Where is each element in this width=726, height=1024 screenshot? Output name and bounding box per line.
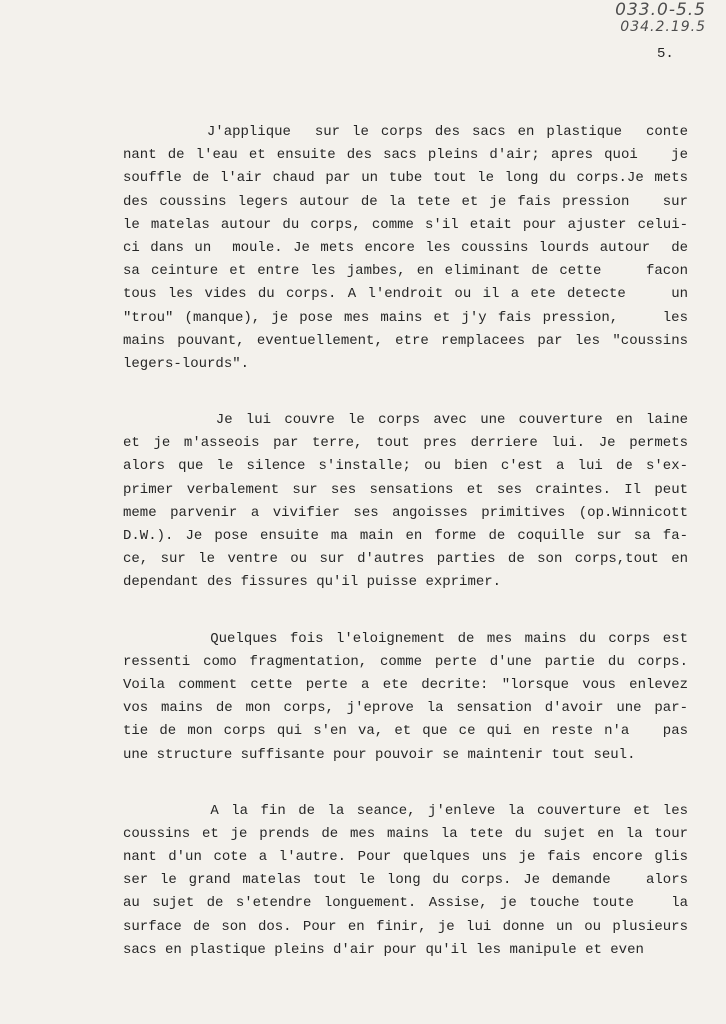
page-number: 5. (657, 46, 674, 62)
text-line: alors que le silence s'installe; ou bien c'est a lui de s'ex- (123, 458, 688, 475)
text-line: dependant des fissures qu'il puisse exprimer. (123, 574, 502, 591)
text-line: ce, sur le ventre ou sur d'autres parties de son corps,tout en (123, 551, 688, 568)
paragraph (123, 409, 688, 595)
text-line: primer verbalement sur ses sensations et ses craintes. Il peut (123, 481, 688, 498)
text-line: et je m'asseois par terre, tout pres derriere lui. Je permets (123, 435, 688, 452)
text-line: mains pouvant, eventuellement, etre remplacees par les "coussins (123, 332, 688, 349)
text-line: Quelques fois l'eloignement de mes mains du corps est (123, 630, 688, 647)
text-line: coussins et je prends de mes mains la tete du sujet en la tour (123, 825, 688, 842)
text-line: A la fin de la seance, j'enleve la couverture et les (123, 802, 688, 819)
paragraph (123, 800, 688, 962)
text-line: le matelas autour du corps, comme s'il etait pour ajuster celui- (123, 216, 688, 233)
text-line: legers-lourds". (123, 355, 250, 372)
text-line: surface de son dos. Pour en finir, je lui donne un ou plusieurs (123, 918, 688, 935)
text-line: ser le grand matelas tout le long du corps. Je demande alors (123, 872, 688, 889)
text-line: "trou" (manque), je pose mes mains et j'y fais pression, les (123, 309, 688, 326)
archive-reference-handwritten (615, 2, 706, 36)
text-line: une structure suffisante pour pouvoir se maintenir tout seul. (123, 746, 636, 763)
text-line: vos mains de mon corps, j'eprove la sensation d'avoir une par- (123, 700, 688, 717)
text-line: sa ceinture et entre les jambes, en eliminant de cette facon (123, 263, 688, 280)
text-line: ressenti como fragmentation, comme perte d'une partie du corps. (123, 653, 688, 670)
paragraph (123, 628, 688, 767)
text-line: souffle de l'air chaud par un tube tout le long du corps.Je mets (123, 170, 688, 187)
text-line: des coussins legers autour de la tete et je fais pression sur (123, 193, 688, 210)
text-line: J'applique sur le corps des sacs en plastique conte (123, 124, 688, 140)
text-line: Je lui couvre le corps avec une couverture en laine (123, 412, 688, 429)
text-line: nant de l'eau et ensuite des sacs pleins d'air; apres quoi je (123, 147, 688, 164)
text-line: tie de mon corps qui s'en va, et que ce qui en reste n'a pas (123, 723, 688, 740)
text-line: sacs en plastique pleins d'air pour qu'il les manipule et even (123, 941, 644, 958)
text-line: nant d'un cote a l'autre. Pour quelques uns je fais encore glis (123, 849, 688, 866)
text-line: Voila comment cette perte a ete decrite: "lorsque vous enlevez (123, 676, 688, 693)
paragraph (123, 121, 688, 376)
text-line: au sujet de s'etendre longuement. Assise, je touche toute la (123, 895, 688, 912)
text-line: D.W.). Je pose ensuite ma main en forme de coquille sur sa fa- (123, 528, 688, 544)
body-text (123, 121, 688, 995)
text-line: tous les vides du corps. A l'endroit ou il a ete detecte un (123, 286, 688, 303)
text-line: meme parvenir a vivifier ses angoisses primitives (op.Winnicott (123, 504, 688, 521)
archive-ref-line-2: 034.2.19.5 (620, 19, 706, 35)
text-line: ci dans un moule. Je mets encore les coussins lourds autour de (123, 239, 688, 256)
archive-ref-line-1: 033.0-5.5 (615, 0, 706, 20)
